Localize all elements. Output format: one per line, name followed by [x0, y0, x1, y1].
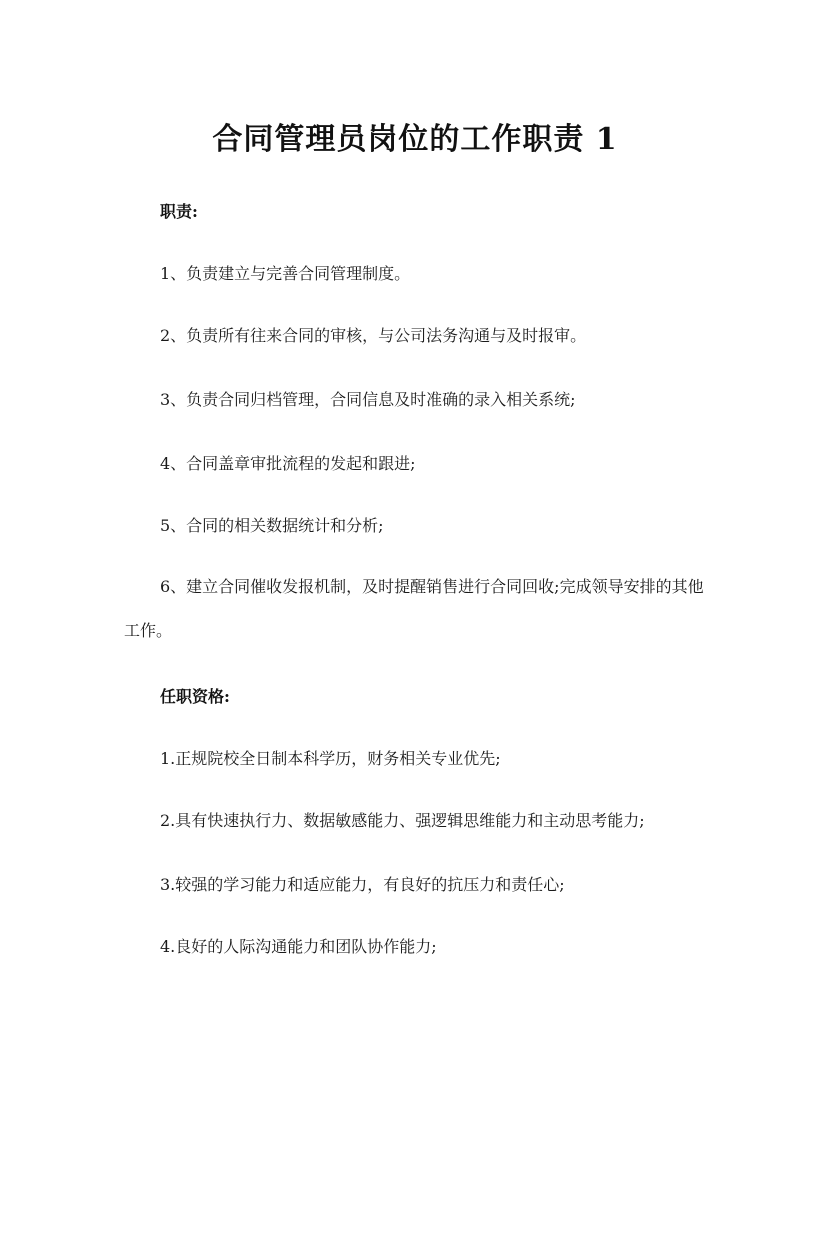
duty-item: 1、负责建立与完善合同管理制度。 [160, 264, 411, 283]
duty-item: 5、合同的相关数据统计和分析; [160, 516, 384, 535]
duty-item: 4、合同盖章审批流程的发起和跟进; [160, 454, 416, 473]
qualification-item: 3.较强的学习能力和适应能力，有良好的抗压力和责任心; [160, 875, 565, 894]
duty-item: 6、建立合同催收发报机制，及时提醒销售进行合同回收;完成领导安排的其他工作。 [124, 577, 704, 640]
qualifications-heading: 任职资格: [160, 687, 230, 706]
qualification-item: 2.具有快速执行力、数据敏感能力、强逻辑思维能力和主动思考能力; [160, 811, 645, 830]
qualification-item: 1.正规院校全日制本科学历，财务相关专业优先; [160, 749, 501, 768]
duty-item: 3、负责合同归档管理，合同信息及时准确的录入相关系统; [160, 390, 576, 409]
page-title: 合同管理员岗位的工作职责 1 [212, 122, 618, 157]
watermark [299, 1004, 581, 1255]
qualification-item: 4.良好的人际沟通能力和团队协作能力; [160, 937, 437, 956]
duties-heading: 职责: [160, 202, 198, 221]
duty-item: 2、负责所有往来合同的审核，与公司法务沟通与及时报审。 [160, 326, 587, 345]
